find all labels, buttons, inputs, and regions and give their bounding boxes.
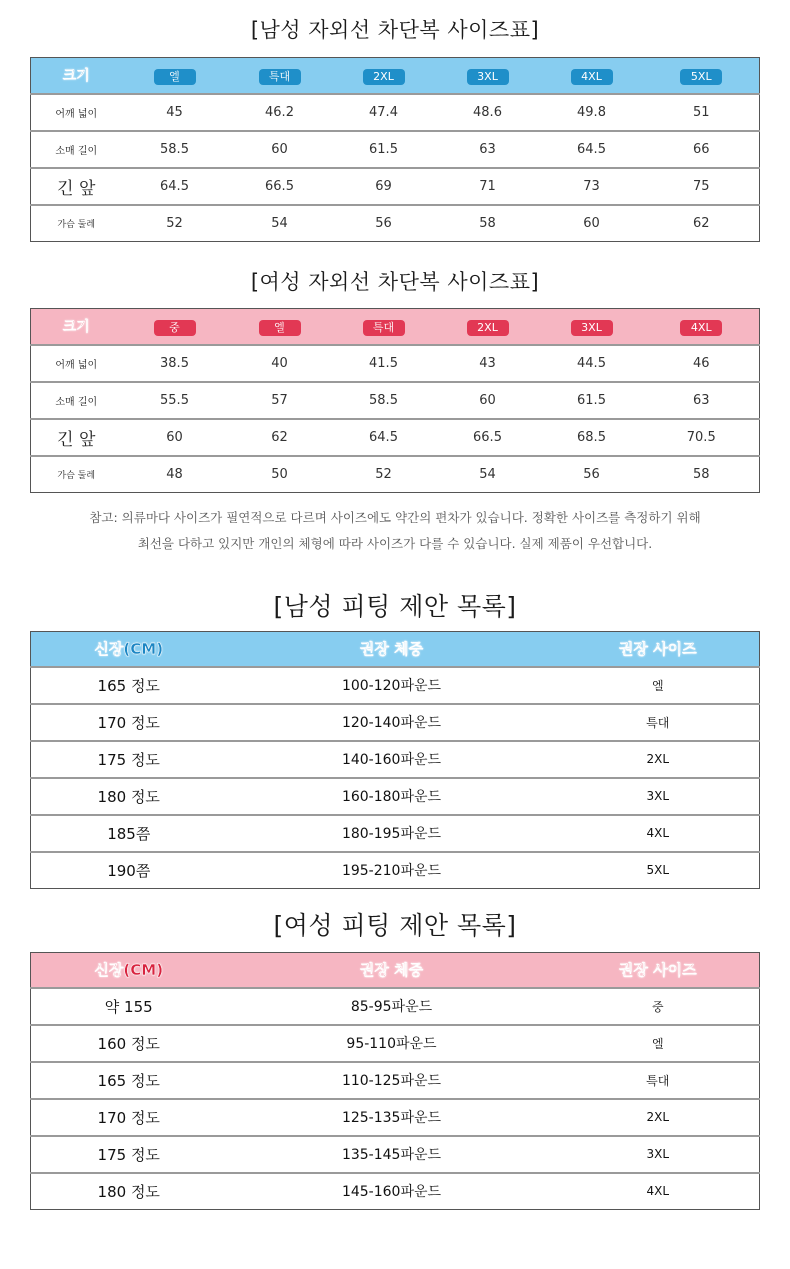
table-cell: 63: [436, 131, 540, 168]
height-cell: 170 정도: [31, 704, 227, 741]
row-label: 소매 길이: [31, 131, 122, 168]
row-label: 소매 길이: [31, 382, 122, 419]
weight-cell: 140-160파운드: [227, 741, 557, 778]
table-cell: 60: [122, 419, 228, 456]
row-label: 가슴 둘레: [31, 205, 122, 242]
table-cell: 71: [436, 168, 540, 205]
table-row: [31, 131, 760, 168]
men-fit-table: [30, 631, 760, 889]
size-cell: 4XL: [557, 815, 760, 852]
men-size-header-label: 크기: [62, 68, 90, 85]
table-cell: 66.5: [228, 168, 332, 205]
table-cell: 63: [644, 382, 760, 419]
row-label: 긴 앞: [31, 168, 122, 205]
weight-cell: 135-145파운드: [227, 1136, 557, 1173]
table-row: [31, 1025, 760, 1062]
women-size-badge: 특대: [363, 320, 405, 336]
height-cell: 165 정도: [31, 1062, 227, 1099]
table-cell: 61.5: [332, 131, 436, 168]
table-cell: 70.5: [644, 419, 760, 456]
table-row: [31, 1136, 760, 1173]
table-row: [31, 1062, 760, 1099]
table-row: [31, 741, 760, 778]
women-fit-title: [여성 피팅 제안 목록]: [273, 911, 517, 940]
height-cell: 160 정도: [31, 1025, 227, 1062]
table-cell: 69: [332, 168, 436, 205]
table-cell: 50: [228, 456, 332, 493]
men-size-badge: 5XL: [680, 69, 722, 85]
table-row: [31, 419, 760, 456]
men-size-badge: 3XL: [467, 69, 509, 85]
men-fit-header-row: [31, 632, 760, 667]
table-cell: 58: [644, 456, 760, 493]
weight-cell: 110-125파운드: [227, 1062, 557, 1099]
column-header: 권장 체중: [359, 640, 424, 659]
table-cell: 44.5: [540, 345, 644, 382]
row-label: 긴 앞: [31, 419, 122, 456]
column-header: 신장(CM): [94, 640, 164, 659]
table-row: [31, 382, 760, 419]
table-cell: 55.5: [122, 382, 228, 419]
men-size-chart-title: [남성 자외선 차단복 사이즈표]: [250, 18, 540, 42]
table-cell: 60: [540, 205, 644, 242]
weight-cell: 95-110파운드: [227, 1025, 557, 1062]
weight-cell: 195-210파운드: [227, 852, 557, 889]
table-cell: 52: [122, 205, 228, 242]
table-row: [31, 205, 760, 242]
women-size-chart-title: [여성 자외선 차단복 사이즈표]: [250, 270, 540, 294]
table-row: [31, 815, 760, 852]
table-row: [31, 667, 760, 704]
row-label: 어깨 넓이: [31, 94, 122, 131]
column-header: 신장(CM): [94, 961, 164, 980]
note-line: 참고: 의류마다 사이즈가 필연적으로 다르며 사이즈에도 약간의 편차가 있습니다. 정확한 사이즈를 측정하기 위해: [89, 510, 701, 525]
weight-cell: 180-195파운드: [227, 815, 557, 852]
size-cell: 특대: [557, 1062, 760, 1099]
table-cell: 46: [644, 345, 760, 382]
table-cell: 45: [122, 94, 228, 131]
weight-cell: 100-120파운드: [227, 667, 557, 704]
table-cell: 62: [228, 419, 332, 456]
table-cell: 54: [228, 205, 332, 242]
women-size-header-row: [31, 309, 760, 345]
table-cell: 43: [436, 345, 540, 382]
height-cell: 180 정도: [31, 778, 227, 815]
women-size-badge: 엘: [259, 320, 301, 336]
height-cell: 175 정도: [31, 1136, 227, 1173]
height-cell: 180 정도: [31, 1173, 227, 1210]
table-cell: 58.5: [332, 382, 436, 419]
table-cell: 60: [228, 131, 332, 168]
table-row: [31, 456, 760, 493]
weight-cell: 145-160파운드: [227, 1173, 557, 1210]
table-cell: 52: [332, 456, 436, 493]
table-cell: 54: [436, 456, 540, 493]
height-cell: 185쯤: [31, 815, 227, 852]
weight-cell: 160-180파운드: [227, 778, 557, 815]
table-cell: 48: [122, 456, 228, 493]
table-cell: 57: [228, 382, 332, 419]
size-cell: 5XL: [557, 852, 760, 889]
height-cell: 약 155: [31, 988, 227, 1025]
table-cell: 60: [436, 382, 540, 419]
women-size-table: [30, 308, 760, 493]
table-row: [31, 704, 760, 741]
table-cell: 68.5: [540, 419, 644, 456]
table-cell: 56: [540, 456, 644, 493]
table-cell: 66.5: [436, 419, 540, 456]
women-size-header-label: 크기: [62, 319, 90, 336]
size-cell: 엘: [557, 1025, 760, 1062]
table-cell: 51: [644, 94, 760, 131]
size-cell: 2XL: [557, 1099, 760, 1136]
table-cell: 64.5: [332, 419, 436, 456]
size-cell: 특대: [557, 704, 760, 741]
table-row: [31, 94, 760, 131]
size-cell: 중: [557, 988, 760, 1025]
table-cell: 40: [228, 345, 332, 382]
row-label: 어깨 넓이: [31, 345, 122, 382]
table-cell: 64.5: [122, 168, 228, 205]
table-cell: 41.5: [332, 345, 436, 382]
table-row: [31, 345, 760, 382]
size-note: [0, 505, 790, 557]
men-size-badge: 4XL: [571, 69, 613, 85]
height-cell: 165 정도: [31, 667, 227, 704]
men-size-header-row: [31, 58, 760, 94]
weight-cell: 125-135파운드: [227, 1099, 557, 1136]
column-header: 권장 사이즈: [618, 961, 697, 980]
weight-cell: 120-140파운드: [227, 704, 557, 741]
size-cell: 엘: [557, 667, 760, 704]
table-row: [31, 1173, 760, 1210]
height-cell: 170 정도: [31, 1099, 227, 1136]
table-cell: 38.5: [122, 345, 228, 382]
men-size-badge: 특대: [259, 69, 301, 85]
table-row: [31, 1099, 760, 1136]
weight-cell: 85-95파운드: [227, 988, 557, 1025]
table-cell: 66: [644, 131, 760, 168]
women-size-badge: 중: [154, 320, 196, 336]
table-cell: 49.8: [540, 94, 644, 131]
size-cell: 3XL: [557, 778, 760, 815]
table-cell: 58.5: [122, 131, 228, 168]
table-cell: 56: [332, 205, 436, 242]
table-cell: 46.2: [228, 94, 332, 131]
height-cell: 190쯤: [31, 852, 227, 889]
table-cell: 64.5: [540, 131, 644, 168]
row-label: 가슴 둘레: [31, 456, 122, 493]
men-size-table: [30, 57, 760, 242]
size-cell: 2XL: [557, 741, 760, 778]
note-line: 최선을 다하고 있지만 개인의 체형에 따라 사이즈가 다를 수 있습니다. 실제 제품이 우선합니다.: [137, 536, 653, 551]
column-header: 권장 사이즈: [618, 640, 697, 659]
size-cell: 4XL: [557, 1173, 760, 1210]
size-cell: 3XL: [557, 1136, 760, 1173]
table-cell: 62: [644, 205, 760, 242]
table-row: [31, 988, 760, 1025]
table-row: [31, 852, 760, 889]
men-fit-title: [남성 피팅 제안 목록]: [273, 592, 517, 621]
women-size-badge: 4XL: [680, 320, 722, 336]
column-header: 권장 체중: [359, 961, 424, 980]
table-row: [31, 778, 760, 815]
table-cell: 73: [540, 168, 644, 205]
table-row: [31, 168, 760, 205]
women-fit-table: [30, 952, 760, 1210]
table-cell: 58: [436, 205, 540, 242]
table-cell: 47.4: [332, 94, 436, 131]
women-size-badge: 3XL: [571, 320, 613, 336]
height-cell: 175 정도: [31, 741, 227, 778]
men-size-badge: 2XL: [363, 69, 405, 85]
women-fit-header-row: [31, 953, 760, 988]
table-cell: 75: [644, 168, 760, 205]
table-cell: 48.6: [436, 94, 540, 131]
table-cell: 61.5: [540, 382, 644, 419]
men-size-badge: 엘: [154, 69, 196, 85]
women-size-badge: 2XL: [467, 320, 509, 336]
